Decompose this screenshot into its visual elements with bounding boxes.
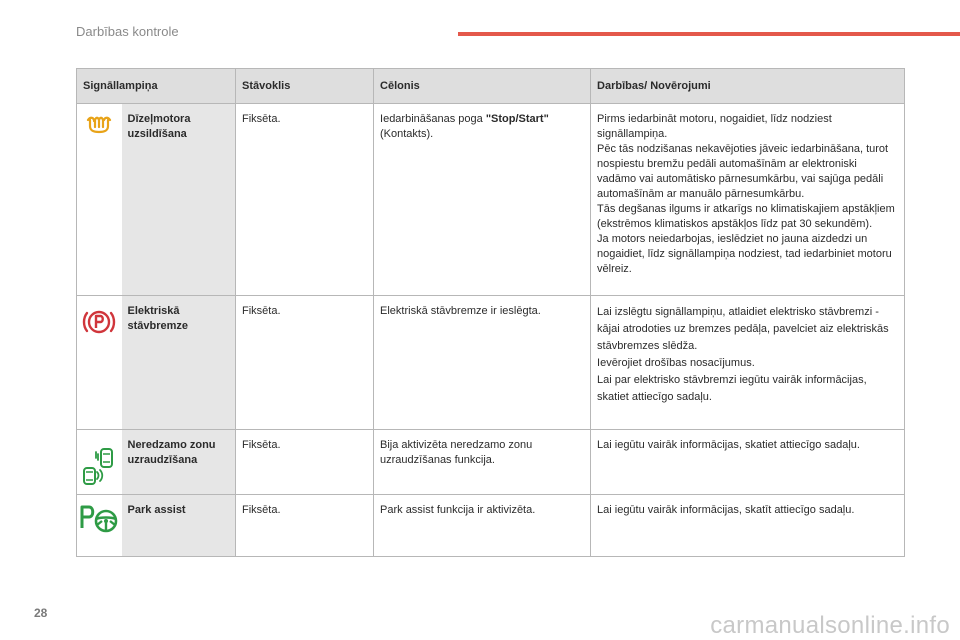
column-header-lamp: Signāllampiņa bbox=[77, 69, 236, 104]
cause-text: Iedarbināšanas poga bbox=[380, 113, 486, 125]
lamp-name: Elektriskā stāvbremze bbox=[122, 296, 236, 430]
lamp-cause: Bija aktivizēta neredzamo zonu uzraudzīšanas funkcija. bbox=[374, 430, 591, 495]
blind-spot-monitoring-icon bbox=[79, 446, 119, 486]
glow-plug-icon bbox=[86, 116, 112, 134]
action-paragraph: Pirms iedarbināt motoru, nogaidiet, līdz nodziest signāllampiņa. bbox=[597, 113, 832, 140]
warning-lamps-table bbox=[76, 68, 905, 557]
lamp-icon-cell bbox=[77, 296, 122, 430]
table-row bbox=[77, 296, 905, 430]
lamp-name: Park assist bbox=[122, 495, 236, 557]
page-number: 28 bbox=[34, 606, 48, 620]
lamp-cause bbox=[374, 104, 591, 296]
lamp-icon-cell bbox=[77, 495, 122, 557]
action-paragraph: Ievērojiet drošības nosacījumus. bbox=[597, 357, 755, 369]
lamp-actions bbox=[591, 296, 905, 430]
column-header-cause: Cēlonis bbox=[374, 69, 591, 104]
lamp-cause: Park assist funkcija ir aktivizēta. bbox=[374, 495, 591, 557]
lamp-cause: Elektriskā stāvbremze ir ieslēgta. bbox=[374, 296, 591, 430]
table-header-row bbox=[77, 69, 905, 104]
action-paragraph: Lai par elektrisko stāvbremzi iegūtu vairāk informācijas, skatiet attiecīgo sadaļu. bbox=[597, 374, 867, 403]
action-paragraph: Lai izslēgtu signāllampiņu, atlaidiet elektrisko stāvbremzi - kājai atrodoties uz bremzes pedāļa, pavelciet aiz elektriskās stāvbremzes slēdža. bbox=[597, 306, 889, 352]
lamp-icon-cell bbox=[77, 430, 122, 495]
lamp-state: Fiksēta. bbox=[236, 296, 374, 430]
watermark: carmanualsonline.info bbox=[710, 612, 950, 639]
header-accent-rule bbox=[458, 32, 960, 36]
lamp-state: Fiksēta. bbox=[236, 430, 374, 495]
column-header-state: Stāvoklis bbox=[236, 69, 374, 104]
table-row bbox=[77, 495, 905, 557]
lamp-icon-cell bbox=[77, 104, 122, 296]
cause-text-suffix: (Kontakts). bbox=[380, 128, 434, 140]
action-paragraph: Ja motors neiedarbojas, ieslēdziet no jauna aizdedzi un nogaidiet, līdz signāllampiņa nodziest, tad iedarbiniet motoru vēlreiz. bbox=[597, 233, 892, 275]
lamp-name: Neredzamo zonu uzraudzīšana bbox=[122, 430, 236, 495]
lamp-name: Dīzeļmotora uzsildīšana bbox=[122, 104, 236, 296]
action-paragraph: Lai iegūtu vairāk informācijas, skatīt attiecīgo sadaļu. bbox=[597, 504, 855, 516]
action-paragraph: Lai iegūtu vairāk informācijas, skatiet attiecīgo sadaļu. bbox=[597, 439, 860, 451]
cause-button-name: "Stop/Start" bbox=[485, 113, 549, 125]
park-assist-icon bbox=[78, 503, 120, 533]
lamp-actions bbox=[591, 495, 905, 557]
table-row bbox=[77, 104, 905, 296]
table-row bbox=[77, 430, 905, 495]
column-header-actions: Darbības/ Novērojumi bbox=[591, 69, 905, 104]
action-paragraph: Pēc tās nodzišanas nekavējoties jāveic iedarbināšana, turot nospiestu bremžu pedāli automašīnām ar elektroniski vadāmo vai automātisko pārnesumkārbu, vai sajūga pedāli automašīnām ar manuālo pārnesumkārbu. bbox=[597, 143, 889, 200]
lamp-state: Fiksēta. bbox=[236, 495, 374, 557]
page-header-title: Darbības kontrole bbox=[76, 24, 179, 39]
lamp-state: Fiksēta. bbox=[236, 104, 374, 296]
action-paragraph: Tās degšanas ilgums ir atkarīgs no klimatiskajiem apstākļiem (ekstrēmos klimatiskos apstākļos līdz pat 30 sekundēm). bbox=[597, 203, 895, 230]
electric-parking-brake-icon bbox=[81, 308, 117, 336]
lamp-actions bbox=[591, 104, 905, 296]
lamp-actions bbox=[591, 430, 905, 495]
